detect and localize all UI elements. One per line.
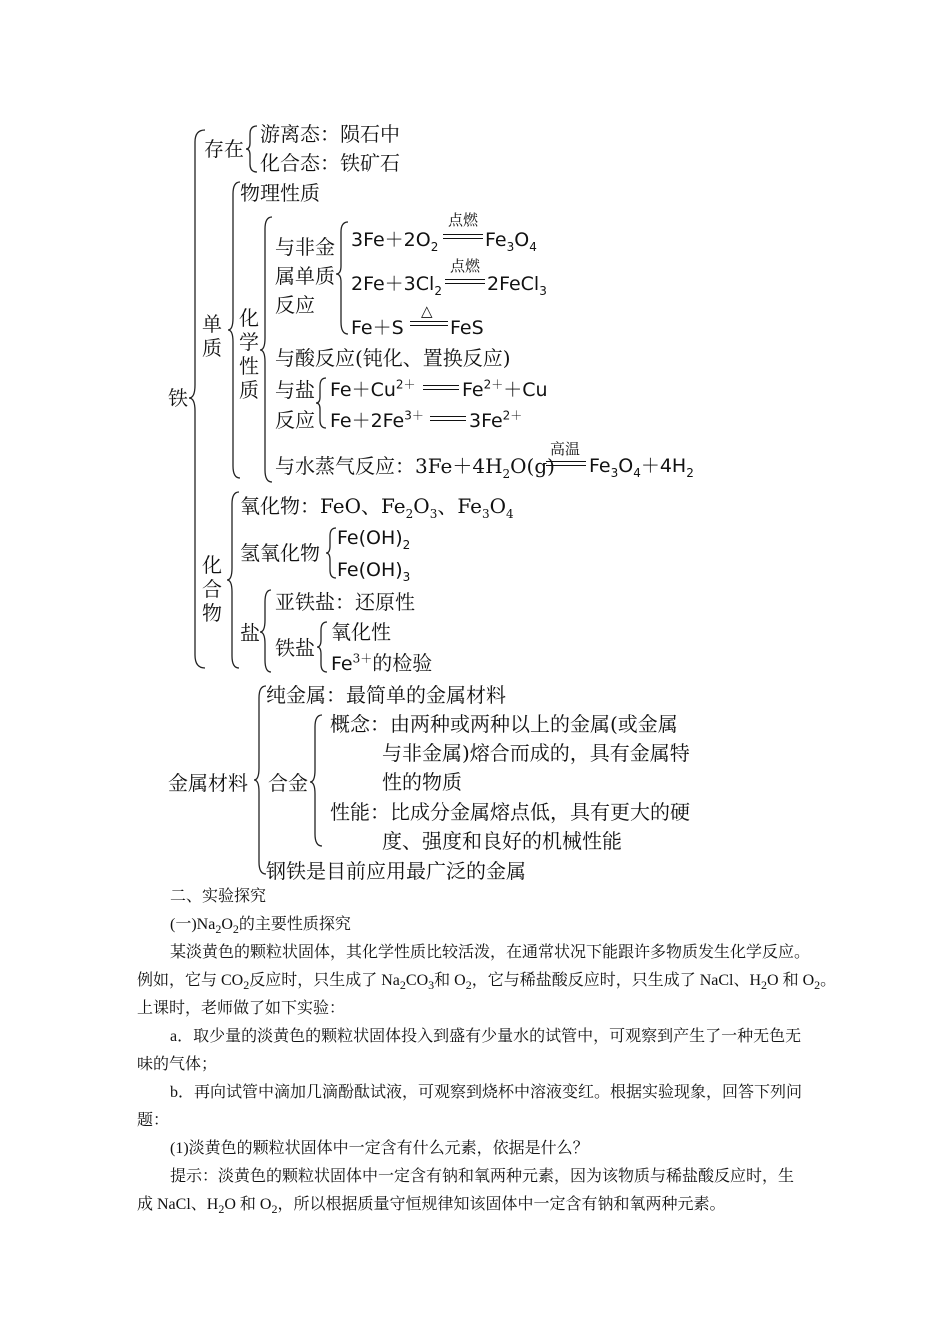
eq2-equal-sign xyxy=(445,279,485,284)
subsection-heading: (一)$Na_2O_2$的主要性质探究 xyxy=(170,916,351,937)
map-fe-oh-2: $Fe(OH)_2$ xyxy=(337,527,411,552)
paragraph-intro-line2: 例如，它与 $CO_2$反应时，只生成了 $Na_2CO_3$和 $O_2$，它与稀盐酸反应时，只生成了 NaCl、$H_2O$ 和 $O_2$。 xyxy=(137,972,837,993)
brace-alloy xyxy=(310,715,322,846)
map-iron: 铁 xyxy=(168,386,188,410)
map-oxides: 氧化物：FeO、$Fe_2O_3$、$Fe_3O_4$ xyxy=(240,494,514,521)
question-1: (1)淡黄色的颗粒状固体中一定含有什么元素，依据是什么？ xyxy=(170,1140,589,1157)
map-free-state: 游离态：陨石中 xyxy=(260,122,400,146)
map-alloy: 合金 xyxy=(268,771,308,795)
map-concept-l3: 性的物质 xyxy=(382,770,462,794)
map-existence: 存在 xyxy=(204,137,244,161)
steam-equal-sign xyxy=(546,461,586,466)
eq3-product: FeS xyxy=(450,317,484,339)
map-pure-metal: 纯金属：最简单的金属材料 xyxy=(266,683,506,707)
paragraph-step-b-line2: 题： xyxy=(137,1112,170,1129)
brace-compound xyxy=(227,492,239,668)
eq5-equal-sign xyxy=(430,416,466,421)
map-chemical: 化学性质 xyxy=(239,306,259,402)
brace-ferric xyxy=(317,622,327,672)
eq4-product: $Fe^{2+}+Cu$ xyxy=(462,377,548,401)
hint-line1: 提示：淡黄色的颗粒状固体中一定含有钠和氧两种元素，因为该物质与稀盐酸反应时，生 xyxy=(170,1168,795,1185)
brace-existence xyxy=(246,126,257,172)
map-ferrous-salt: 亚铁盐：还原性 xyxy=(275,590,415,614)
equation-fe-cl2: $2Fe+3Cl_2$ xyxy=(351,273,442,298)
equation-fe-fe3: $Fe+2Fe^{3+}$ xyxy=(330,408,424,432)
map-steam-reaction: 与水蒸气反应：$3Fe+4H_2O(g)$ xyxy=(275,454,555,481)
paragraph-step-a-line1: a．取少量的淡黄色的颗粒状固体投入到盛有少量水的试管中，可观察到产生了一种无色无 xyxy=(170,1028,802,1045)
map-salt-rxn-l2: 反应 xyxy=(275,408,315,432)
map-ferric-salt: 铁盐 xyxy=(275,636,315,660)
map-performance-l2: 度、强度和良好的机械性能 xyxy=(382,829,622,853)
map-concept-l2: 与非金属)熔合而成的，具有金属特 xyxy=(382,741,690,765)
map-salt-rxn-l1: 与盐 xyxy=(275,378,315,402)
map-compound: 化合物 xyxy=(202,553,222,625)
eq2-product: 2FeCl$_3$ xyxy=(487,273,547,298)
map-fe-oh-3: $Fe(OH)_3$ xyxy=(337,559,411,584)
paragraph-intro-line3: 上课时，老师做了如下实验： xyxy=(137,1000,346,1017)
equation-fe-s: Fe＋S xyxy=(351,317,404,339)
eq3-equal-sign xyxy=(410,321,448,326)
map-salt: 盐 xyxy=(240,621,260,645)
brace-metal-materials xyxy=(254,686,266,874)
eq3-condition: △ xyxy=(421,302,433,320)
steam-product: $Fe_3O_4+4H_2$ xyxy=(589,455,694,480)
map-nonmetal-l3: 反应 xyxy=(275,293,315,317)
eq1-condition: 点燃 xyxy=(448,211,479,229)
brace-salt xyxy=(260,590,271,672)
map-performance-l1: 性能：比成分金属熔点低，具有更大的硬 xyxy=(330,800,690,824)
paragraph-step-a-line2: 味的气体； xyxy=(137,1056,218,1073)
eq5-product: $3Fe^{2+}$ xyxy=(469,408,523,432)
eq4-equal-sign xyxy=(423,385,459,390)
equation-fe-o2: $3Fe+2O_2$ xyxy=(351,229,439,254)
map-oxidizing: 氧化性 xyxy=(331,620,391,644)
map-nonmetal-l1: 与非金 xyxy=(275,235,335,259)
map-combined-state: 化合态：铁矿石 xyxy=(260,151,400,175)
map-nonmetal-l2: 属单质 xyxy=(275,264,335,288)
brace-nonmetal xyxy=(336,222,348,334)
steam-condition: 高温 xyxy=(550,440,581,458)
map-fe3-test: $Fe^{3+}$的检验 xyxy=(331,651,433,675)
hint-line2: 成 NaCl、$H_2O$ 和 $O_2$，所以根据质量守恒规律知该固体中一定含有钠和氧两种元素。 xyxy=(137,1196,726,1217)
paragraph-intro-line1: 某淡黄色的颗粒状固体，其化学性质比较活泼，在通常状况下能跟许多物质发生化学反应。 xyxy=(170,944,811,961)
brace-salt-rxn xyxy=(316,378,326,428)
equation-fe-cu: $Fe+Cu^{2+}$ xyxy=(330,377,416,401)
map-acid-reaction: 与酸反应(钝化、置换反应) xyxy=(275,346,511,370)
brace-chemical xyxy=(260,217,272,482)
map-element: 单质 xyxy=(202,312,222,360)
paragraph-step-b-line1: b．再向试管中滴加几滴酚酞试液，可观察到烧杯中溶液变红。根据实验现象，回答下列问 xyxy=(170,1084,803,1101)
eq1-equal-sign xyxy=(443,234,483,239)
map-hydroxide: 氢氧化物 xyxy=(240,541,320,565)
map-metal-materials: 金属材料 xyxy=(168,771,248,795)
section-heading: 二、实验探究 xyxy=(170,888,267,905)
eq2-condition: 点燃 xyxy=(450,257,481,275)
map-physical: 物理性质 xyxy=(240,181,320,205)
map-steel: 钢铁是目前应用最广泛的金属 xyxy=(266,859,526,883)
brace-hydroxide xyxy=(326,528,336,578)
eq1-product: $Fe_3O_4$ xyxy=(485,229,537,254)
map-concept-l1: 概念：由两种或两种以上的金属(或金属 xyxy=(330,712,678,736)
